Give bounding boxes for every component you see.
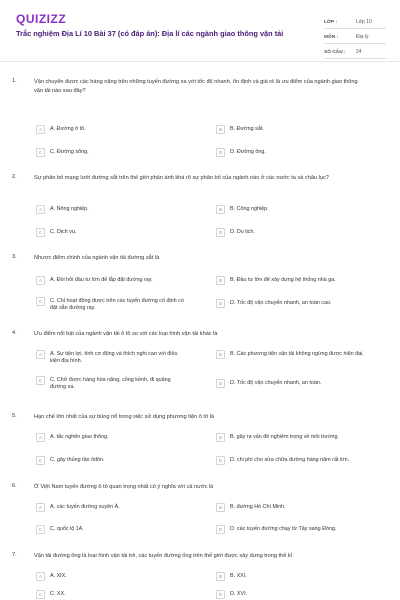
option-letter-box: D <box>216 525 225 534</box>
question-text: Vận chuyển được các hàng nặng trên những tuyến đường xa với tốc độ nhanh, ổn định và giá rẻ là ưu điểm của ngành giao thông vận tải nào sau đây? <box>34 79 358 94</box>
option-b[interactable] <box>216 433 366 442</box>
question-text: Ở Việt Nam tuyến đường ô tô quan trọng nhất có ý nghĩa với cả nước là <box>34 484 214 490</box>
meta-row-class <box>324 16 386 29</box>
option-text: B. Đường sắt. <box>230 126 264 132</box>
option-a[interactable] <box>36 205 186 214</box>
option-letter-box: B <box>216 125 225 134</box>
option-letter-box: B <box>216 205 225 214</box>
option-letter-box: D <box>216 299 225 308</box>
option-text: A. Đường ô tô. <box>50 126 86 132</box>
option-letter-box: B <box>216 276 225 285</box>
option-letter-box: A <box>36 503 45 512</box>
option-letter-box: B <box>216 572 225 581</box>
meta-value: 24 <box>356 49 362 55</box>
option-a[interactable] <box>36 276 186 285</box>
option-letter-box: D <box>216 379 225 388</box>
option-letter-box: A <box>36 350 45 359</box>
option-text: D. Tốc độ vận chuyển nhanh, an toàn cao. <box>230 300 332 306</box>
option-letter-box: D <box>216 456 225 465</box>
meta-row-count <box>324 46 386 59</box>
option-letter-box: A <box>36 276 45 285</box>
option-text: C. Chở được hàng hóa nặng, cồng kềnh, đi quãng đường xa. <box>50 377 171 390</box>
question-number: 4. <box>12 330 17 336</box>
option-text: C. quốc lộ 1A. <box>50 526 84 532</box>
option-text: B. Công nghiệp. <box>230 206 269 212</box>
option-a[interactable] <box>36 433 186 442</box>
meta-label: MÔN : <box>324 34 339 40</box>
option-text: C. Dịch vụ. <box>50 229 77 235</box>
question-number: 7. <box>12 552 17 558</box>
option-d[interactable] <box>216 148 366 157</box>
question-number: 3. <box>12 254 17 260</box>
meta-label: LỚP : <box>324 19 338 25</box>
document-header <box>0 0 400 62</box>
option-letter-box: C <box>36 228 45 237</box>
meta-box <box>324 16 386 61</box>
option-letter-box: B <box>216 433 225 442</box>
option-letter-box: C <box>36 590 45 599</box>
question-number: 5. <box>12 413 17 419</box>
meta-label: SỐ CÂU : <box>324 49 346 55</box>
option-letter-box: A <box>36 433 45 442</box>
option-letter-box: B <box>216 503 225 512</box>
option-b[interactable] <box>216 125 366 134</box>
option-text: D. Tốc độ vận chuyển nhanh, an toàn. <box>230 380 322 386</box>
option-b[interactable] <box>216 350 366 359</box>
page-title: Trắc nghiệm Địa Lí 10 Bài 37 (có đáp án): Địa lí các ngành giao thông vận tải <box>16 29 284 38</box>
option-d[interactable] <box>216 525 366 534</box>
question-number: 2. <box>12 174 17 180</box>
option-text: A. XIX. <box>50 573 67 579</box>
option-b[interactable] <box>216 276 366 285</box>
option-c[interactable] <box>36 456 186 465</box>
option-text: C. Chỉ hoạt động được trên các tuyến đường cố định có đặt sẵn đường ray. <box>50 298 184 311</box>
option-text: A. Sự tiện lợi, tính cơ động và thích nghi cao với điều kiện địa hình. <box>50 351 178 364</box>
quizizz-logo: QUIZIZZ <box>16 12 67 26</box>
option-c[interactable] <box>36 148 186 157</box>
option-b[interactable] <box>216 503 366 512</box>
option-text: A. Nông nghiệp. <box>50 206 89 212</box>
option-text: B. Đầu tư lớn để xây dựng hệ thống nhà ga. <box>230 277 336 283</box>
option-c[interactable] <box>36 525 186 534</box>
option-d[interactable] <box>216 456 366 465</box>
question-number: 1. <box>12 78 17 84</box>
option-text: D. các tuyến đường chạy từ Tây sang Đông. <box>230 526 337 532</box>
question-number: 6. <box>12 483 17 489</box>
option-letter-box: C <box>36 376 45 385</box>
option-c[interactable] <box>36 590 186 599</box>
option-letter-box: C <box>36 148 45 157</box>
meta-value: Địa lý <box>356 34 369 40</box>
option-letter-box: A <box>36 205 45 214</box>
question-text: Nhược điểm chính của ngành vận tải đường sắt là <box>34 255 160 261</box>
option-b[interactable] <box>216 205 366 214</box>
option-a[interactable] <box>36 350 186 365</box>
option-letter-box: C <box>36 456 45 465</box>
option-letter-box: A <box>36 572 45 581</box>
question-text: Sự phân bố mạng lưới đường sắt trên thế giới phản ánh khá rõ sự phân bố của ngành nào ở các nước ta và châu lục? <box>34 175 329 181</box>
option-a[interactable] <box>36 503 186 512</box>
question-text: Ưu điểm nổi bật của ngành vận tải ô tô so với các loại hình vận tải khác là <box>34 331 218 337</box>
question-text: Vận tải đường ống là loại hình vận tải trẻ, các tuyến đường ống trên thế giới được xây dựng trong thế kỉ <box>34 553 292 559</box>
option-d[interactable] <box>216 228 366 237</box>
option-a[interactable] <box>36 572 186 581</box>
option-letter-box: A <box>36 125 45 134</box>
meta-value: Lớp 10 <box>356 19 372 25</box>
option-text: D. Đường ống. <box>230 149 266 155</box>
option-letter-box: C <box>36 525 45 534</box>
option-c[interactable] <box>36 297 186 312</box>
option-letter-box: B <box>216 350 225 359</box>
option-letter-box: C <box>36 297 45 306</box>
option-text: D. chi phí cho sửa chữa đường hàng năm rất lớn. <box>230 457 350 463</box>
option-text: B. đường Hồ Chí Minh. <box>230 504 286 510</box>
option-text: B. gây ra vấn đề nghiêm trọng về môi trường. <box>230 434 340 440</box>
option-letter-box: D <box>216 590 225 599</box>
question-text: Hạn chế lớn nhất của sự bùng nổ trong việc sử dụng phương tiện ô tô là <box>34 414 214 420</box>
option-text: B. Các phương tiện vận tải không ngừng được hiện đại. <box>230 351 364 357</box>
option-text: A. Đòi hỏi đầu tư lớn để lắp đặt đường ray. <box>50 277 153 283</box>
option-d[interactable] <box>216 590 366 599</box>
option-text: A. các tuyến đường xuyên Á. <box>50 504 120 510</box>
option-text: D. Du lịch. <box>230 229 255 235</box>
option-text: D. XVI. <box>230 591 248 597</box>
option-letter-box: D <box>216 228 225 237</box>
option-letter-box: D <box>216 148 225 157</box>
option-text: C. Đường sông. <box>50 149 89 155</box>
option-d[interactable] <box>216 299 366 308</box>
meta-row-subject <box>324 31 386 44</box>
option-text: C. XX. <box>50 591 66 597</box>
option-text: B. XXI. <box>230 573 247 579</box>
option-text: C. gây thủng tần ôdôn. <box>50 457 105 463</box>
option-text: A. tắc nghẽn giao thông. <box>50 434 109 440</box>
option-c[interactable] <box>36 376 186 391</box>
option-a[interactable] <box>36 125 186 134</box>
option-c[interactable] <box>36 228 186 237</box>
option-d[interactable] <box>216 379 366 388</box>
option-b[interactable] <box>216 572 366 581</box>
